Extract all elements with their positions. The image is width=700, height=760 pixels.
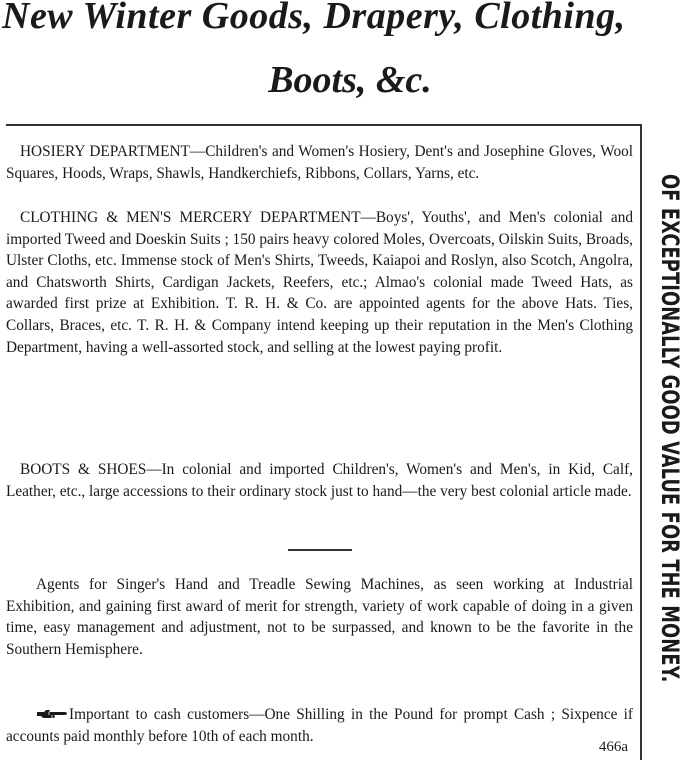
clothing-department-section [6,207,633,358]
singer-agents-text: Agents for Singer's Hand and Treadle Sewing Machines, as seen working at Industrial Exhibition, and gaining first award of merit for strength, variety of work capable of doing in a given time, easy management and adjustment, not to be surpassed, and known to be the favorite in the Southern Hemisphere. [6,576,633,658]
cash-notice-text: Important to cash customers—One Shilling in the Pound for prompt Cash ; Sixpence if accounts paid monthly before 10th of each month. [6,706,633,745]
clothing-department-text: CLOTHING & MEN'S MERCERY DEPARTMENT—Boys', Youths', and Men's colonial and imported Tweed and Doeskin Suits ; 150 pairs heavy colored Moles, Overcoats, Oilskin Suits, Broads, Ulster Cloths, etc. Immense stock of Men's Shirts, Tweeds, Kaiapoi and Roslyn, also Scotch, Angolra, and Chatsworth Shirts, Cardigan Jackets, Reefers, etc.; Almao's colonial made Tweed Hats, as awarded first prize at Exhibition. T. R. H. & Co. are appointed agents for the above Hats. Ties, Collars, Braces, etc. T. R. H. & Company intend keeping up their reputation in the Men's Clothing Department, having a well-assorted stock, and selling at the lowest paying profit. [6,209,633,356]
pointing-hand-icon [36,708,68,720]
boots-department-section [6,459,633,502]
reference-number: 466a [598,739,628,755]
hosiery-department-text: HOSIERY DEPARTMENT—Children's and Women's Hosiery, Dent's and Josephine Gloves, Wool Squares, Hoods, Wraps, Shawls, Handkerchiefs, Ribbons, Collars, Yarns, etc. [6,143,633,182]
side-banner-text: OF EXCEPTIONALLY GOOD VALUE FOR THE MONEY. [656,174,684,683]
top-rule [6,124,642,126]
vertical-divider [640,124,642,760]
boots-department-text: BOOTS & SHOES—In colonial and imported Children's, Women's and Men's, in Kid, Calf, Leather, etc., large accessions to their ordinary stock just to hand—the very best colonial article made. [6,461,633,500]
section-divider-rule [288,549,352,551]
side-banner-text-wrapper [650,174,690,724]
cash-notice-paragraph [6,704,633,747]
cash-notice-section [6,704,633,747]
hosiery-department-section [6,141,633,184]
headline-line-1: New Winter Goods, Drapery, Clothing, [2,0,626,37]
singer-agents-section [6,574,633,660]
headline-line-2: Boots, &c. [268,59,432,101]
side-banner [648,124,694,760]
